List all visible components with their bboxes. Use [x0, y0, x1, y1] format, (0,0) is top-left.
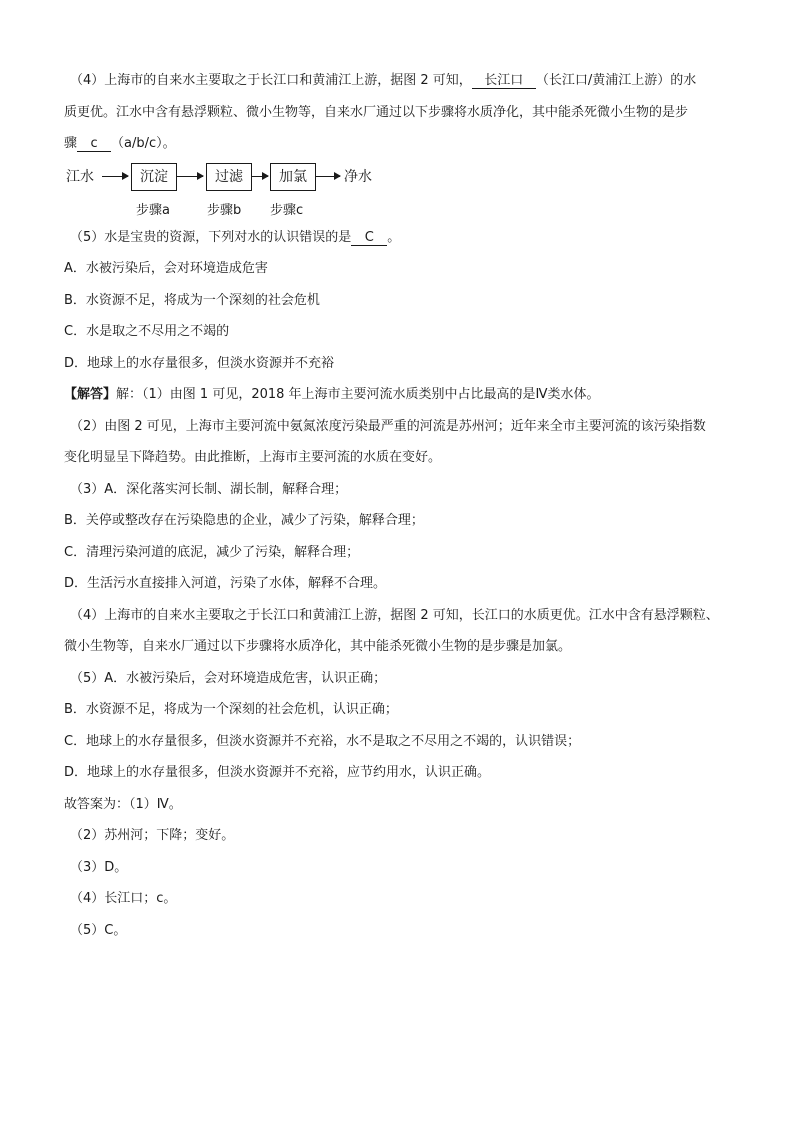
q5-option-c: C．水是取之不尽用之不竭的 [64, 324, 230, 339]
q4-answer-blank-2: c [77, 136, 111, 152]
final-answer-2: （2）苏州河；下降；变好。 [70, 828, 235, 843]
answer-line-1 [64, 386, 744, 403]
q5-answer-blank: C [351, 230, 387, 246]
answer-label: 【解答】 [64, 387, 117, 402]
q5-option-d: D．地球上的水存量很多，但淡水资源并不充裕 [64, 355, 335, 371]
final-answer-line-1 [64, 796, 744, 813]
answer-line-12: C．地球上的水存量很多，但淡水资源并不充裕，水不是取之不尽用之不竭的，认识错误； [64, 733, 581, 749]
final-answer-3: （3）D。 [70, 859, 128, 875]
answer-line-13: D．地球上的水存量很多，但淡水资源并不充裕，应节约用水，认识正确。 [64, 765, 491, 780]
q4-text-pre: （4）上海市的自来水主要取之于长江口和黄浦江上游，据图 2 可知， [70, 73, 472, 88]
q5-stem-post: 。 [387, 229, 401, 245]
flow-start-river-water: 江水 [66, 168, 94, 185]
purification-flow-diagram [64, 163, 744, 221]
q5-option-a: A．水被污染后，会对环境造成危害 [64, 261, 268, 276]
answer-line-4: （3）A．深化落实河长制、湖长制，解释合理； [70, 481, 348, 497]
q4-text-step: 骤 [64, 136, 78, 151]
flow-box-chlorination: 加氯 [270, 163, 316, 191]
flow-arrow-3 [252, 176, 268, 177]
flow-step-a-label: 步骤a [136, 202, 170, 218]
answer-line-3: 变化明显呈下降趋势。由此推断，上海市主要河流的水质在变好。 [64, 450, 442, 465]
final-answer-label: 故答案为： [64, 796, 130, 812]
answer-line-8: （4）上海市的自来水主要取之于长江口和黄浦江上游，据图 2 可知，长江口的水质更优。江水中含有悬浮颗粒、 [70, 607, 719, 623]
answer-line-5: B．关停或整改存在污染隐患的企业，减少了污染，解释合理； [64, 513, 424, 528]
final-answer-1: （1）Ⅳ。 [129, 796, 182, 812]
flow-box-sedimentation: 沉淀 [131, 163, 177, 191]
flow-box-filtration: 过滤 [206, 163, 252, 191]
answer-line-7: D．生活污水直接排入河道，污染了水体，解释不合理。 [64, 576, 387, 591]
document-page [64, 72, 744, 953]
answer-line-11: B．水资源不足，将成为一个深刻的社会危机，认识正确； [64, 702, 398, 717]
q4-text-post: （长江口/黄浦江上游）的水 [535, 73, 697, 88]
answer-line-10: （5）A．水被污染后，会对环境造成危害，认识正确； [70, 670, 387, 686]
q4-line-2: 质更优。江水中含有悬浮颗粒、微小生物等，自来水厂通过以下步骤将水质净化，其中能杀死微小生物的是步 [64, 104, 689, 120]
flow-end-clean-water: 净水 [344, 168, 372, 185]
q4-line-3 [64, 135, 744, 152]
flow-arrow-1 [102, 176, 128, 177]
q5-option-b: B．水资源不足，将成为一个深刻的社会危机 [64, 292, 320, 308]
answer-text-1: 解：（1）由图 1 可见，2018 年上海市主要河流水质类别中占比最高的是Ⅳ类水体。 [116, 387, 600, 402]
q5-stem [64, 229, 744, 246]
flow-step-c-label: 步骤c [270, 202, 304, 218]
final-answer-4: （4）长江口；c。 [70, 891, 177, 906]
answer-line-6: C．清理污染河道的底泥，减少了污染，解释合理； [64, 544, 360, 560]
answer-line-2: （2）由图 2 可见，上海市主要河流中氨氮浓度污染最严重的河流是苏州河；近年来全市主要河流的该污染指数 [70, 418, 706, 434]
q5-stem-pre: （5）水是宝贵的资源，下列对水的认识错误的是 [70, 229, 352, 245]
answer-line-9: 微小生物等，自来水厂通过以下步骤将水质净化，其中能杀死微小生物的是步骤是加氯。 [64, 639, 572, 654]
flow-arrow-4 [316, 176, 340, 177]
q4-line-1 [64, 72, 744, 89]
final-answer-5: （5）C。 [70, 922, 127, 938]
flow-step-b-label: 步骤b [207, 202, 242, 218]
q4-answer-blank-1: 长江口 [472, 73, 536, 89]
q4-text-options: （a/b/c）。 [111, 136, 176, 151]
flow-arrow-2 [177, 176, 203, 177]
